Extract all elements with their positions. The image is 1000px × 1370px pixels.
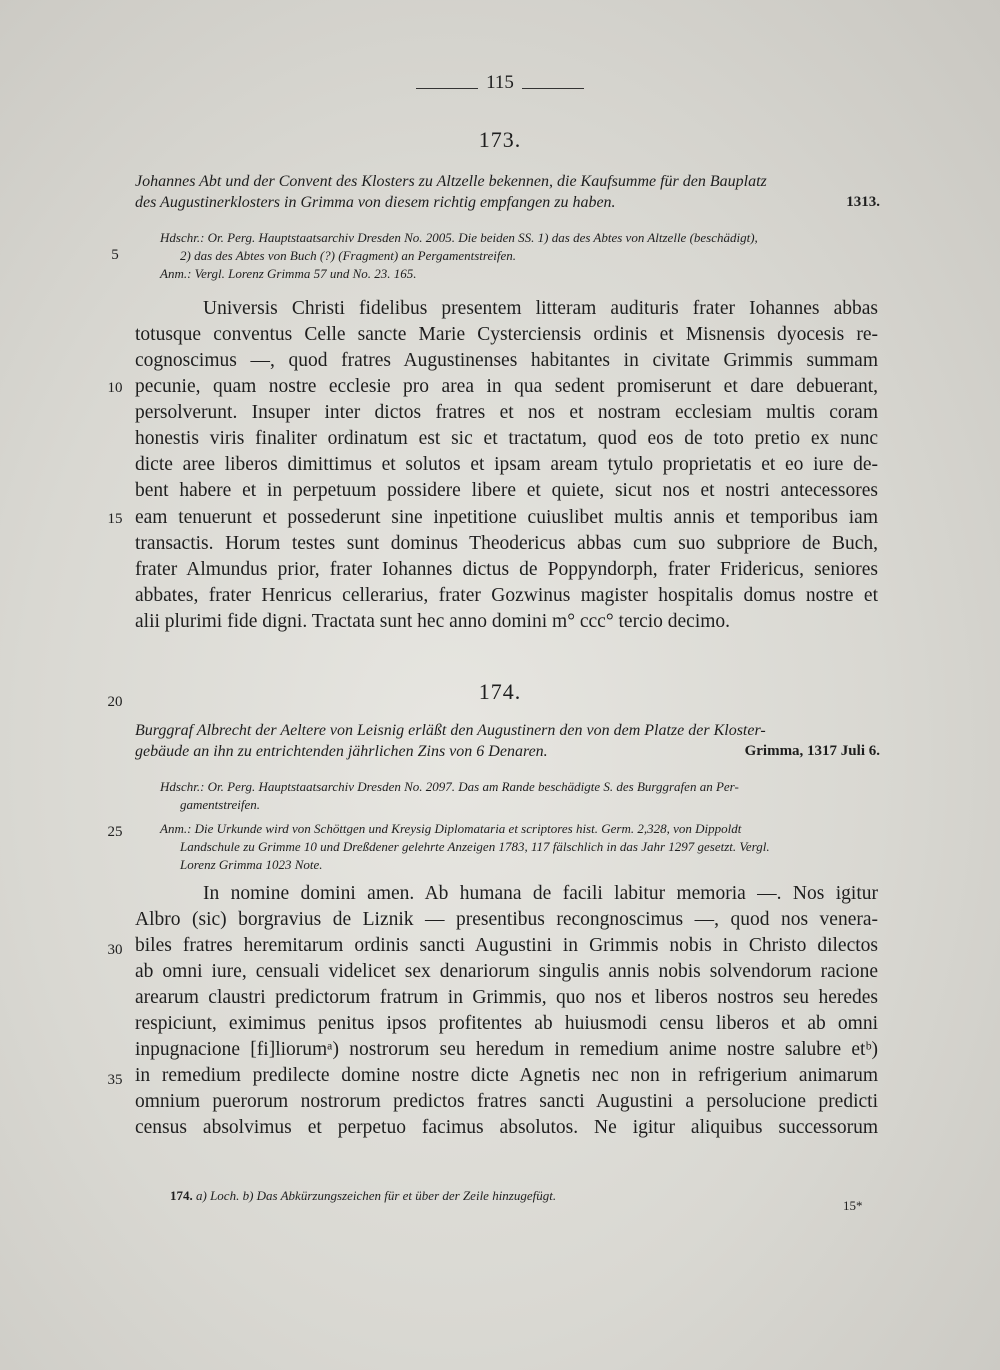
- doc-173-text-line: bent habere et in perpetuum possidere libere et quiete, sicut nos et nostri antecessores: [135, 480, 878, 501]
- doc-173-text-line: Universis Christi fidelibus presentem litteram audituris frater Iohannes abbas: [203, 298, 878, 319]
- doc-173-regest: [135, 171, 880, 213]
- doc-174-number: 174.: [478, 679, 522, 704]
- line-number: 30: [107, 942, 123, 958]
- line-number: 10: [107, 380, 123, 396]
- doc-173-text-line: totusque conventus Celle sancte Marie Cysterciensis ordinis et Misnensis dyocesis re-: [135, 324, 878, 345]
- doc-174-regest-line: Burggraf Albrecht der Aeltere von Leisnig erläßt den Augustinern den von dem Platze der Kloster-: [135, 722, 766, 739]
- line-number: 20: [107, 694, 123, 710]
- doc-174-regest: [135, 720, 880, 762]
- doc-174-text-line: inpugnacione [fi]liorumᵃ) nostrorum seu heredum in remedium anime nostre salubre etᵇ): [135, 1039, 878, 1060]
- doc-173-date: 1313.: [846, 194, 880, 210]
- header-rule-right: [522, 88, 584, 89]
- doc-173-text-line: persolverunt. Insuper inter dictos fratres et nos et nostram ecclesiam multis coram: [135, 402, 878, 423]
- doc-173-note: Anm.: Vergl. Lorenz Grimma 57 und No. 23. 165.: [160, 266, 417, 281]
- doc-174-text-line: In nomine domini amen. Ab humana de facili labitur memoria —. Nos igitur: [203, 883, 878, 904]
- doc-174-text-line: respiciunt, eximimus penitus ipsos profitentes ab huiusmodi censu liberos et ab omni: [135, 1013, 878, 1034]
- doc-173-text-line: abbates, frater Henricus cellerarius, frater Gozwinus magister hospitalis domus nostre et: [135, 585, 878, 606]
- doc-174-note: Hdschr.: Or. Perg. Hauptstaatsarchiv Dresden No. 2097. Das am Rande beschädigte S. des Burggrafen an Per-: [160, 779, 739, 794]
- doc-173-note: Hdschr.: Or. Perg. Hauptstaatsarchiv Dresden No. 2005. Die beiden SS. 1) das des Abtes von Altzelle (beschädigt),: [160, 230, 758, 245]
- line-number: 15: [107, 511, 123, 527]
- doc-173-text-line: honestis viris finaliter ordinatum est sic et tractatum, quod eos de toto pretio ex nunc: [135, 428, 878, 449]
- doc-174-note: Anm.: Die Urkunde wird von Schöttgen und Kreysig Diplomataria et scriptores hist. Germ. 2,328, von Dippoldt: [160, 821, 742, 836]
- doc-173-text-line: alii plurimi fide digni. Tractata sunt hec anno domini m° ccc° tercio decimo.: [135, 611, 731, 632]
- doc-174-note: gamentstreifen.: [180, 797, 261, 812]
- doc-174-text-line: omnium puerorum nostrorum predictos fratres sancti Augustini a persolucione predicti: [135, 1091, 878, 1112]
- doc-173-text-line: pecunie, quam nostre ecclesie pro area in qua sedent promiserunt et dare debuerant,: [135, 376, 878, 397]
- line-number: 25: [107, 824, 123, 840]
- doc-173-regest-line: des Augustinerklosters in Grimma von diesem richtig empfangen zu haben.: [135, 194, 616, 211]
- doc-174-text-line: census absolvimus et perpetuo facimus absolutos. Ne igitur aliquibus successorum: [135, 1117, 878, 1138]
- doc-174-regest-line: gebäude an ihn zu entrichtenden jährlichen Zins von 6 Denaren.: [135, 743, 548, 760]
- footnote: [170, 1188, 556, 1204]
- footnote-ref: 174.: [170, 1188, 193, 1203]
- line-number: 35: [107, 1072, 123, 1088]
- doc-174-note: Lorenz Grimma 1023 Note.: [180, 857, 323, 872]
- doc-173-note: 2) das des Abtes von Buch (?) (Fragment) an Pergamentstreifen.: [180, 248, 517, 263]
- doc-173-text-line: eam tenuerunt et possederunt sine inpetitione cuiuslibet multis annis et temporibus iam: [135, 507, 878, 528]
- doc-173-text-line: dicte aree liberos dimittimus et solutos et ipsam aream tytulo proprietatis et eo iure de-: [135, 454, 878, 475]
- footnote-text: a) Loch. b) Das Abkürzungszeichen für et über der Zeile hinzugefügt.: [196, 1188, 557, 1203]
- doc-174-text-line: biles fratres heremitarum ordinis sancti Augustini in Grimmis nobis in Christo dilectos: [135, 935, 878, 956]
- doc-173-text-line: transactis. Horum testes sunt dominus Theodericus abbas cum suo subpriore de Buch,: [135, 533, 878, 554]
- line-number: 5: [111, 247, 119, 263]
- doc-174-date: Grimma, 1317 Juli 6.: [744, 743, 880, 759]
- doc-173-number: 173.: [478, 127, 522, 152]
- doc-174-note: Landschule zu Grimme 10 und Dreßdener gelehrte Anzeigen 1783, 117 fälschlich in das Jahr 1297 gesetzt. Vergl.: [180, 839, 770, 854]
- doc-174-text-line: Albro (sic) borgravius de Liznik — presentibus recongnoscimus —, quod nos venera-: [135, 909, 878, 930]
- doc-174-text-line: arearum claustri predictorum fratrum in Grimmis, quo nos et liberos nostros seu heredes: [135, 987, 878, 1008]
- page-number: 115: [486, 72, 514, 93]
- doc-174-text-line: ab omni iure, censuali videlicet sex denariorum singulis annis nobis solvendorum racione: [135, 961, 878, 982]
- doc-173-text-line: frater Almundus prior, frater Iohannes dictus de Poppyndorph, frater Fridericus, seniores: [135, 559, 878, 580]
- doc-173-regest-line: Johannes Abt und der Convent des Klosters zu Altzelle bekennen, die Kaufsumme für den Bauplatz: [135, 173, 767, 190]
- doc-173-text-line: cognoscimus —, quod fratres Augustinenses habitantes in civitate Grimmis summam: [135, 350, 878, 371]
- signature-mark: 15*: [843, 1198, 863, 1213]
- doc-174-text-line: in remedium predilecte domine nostre dicte Agnetis nec non in refrigerium animarum: [135, 1065, 878, 1086]
